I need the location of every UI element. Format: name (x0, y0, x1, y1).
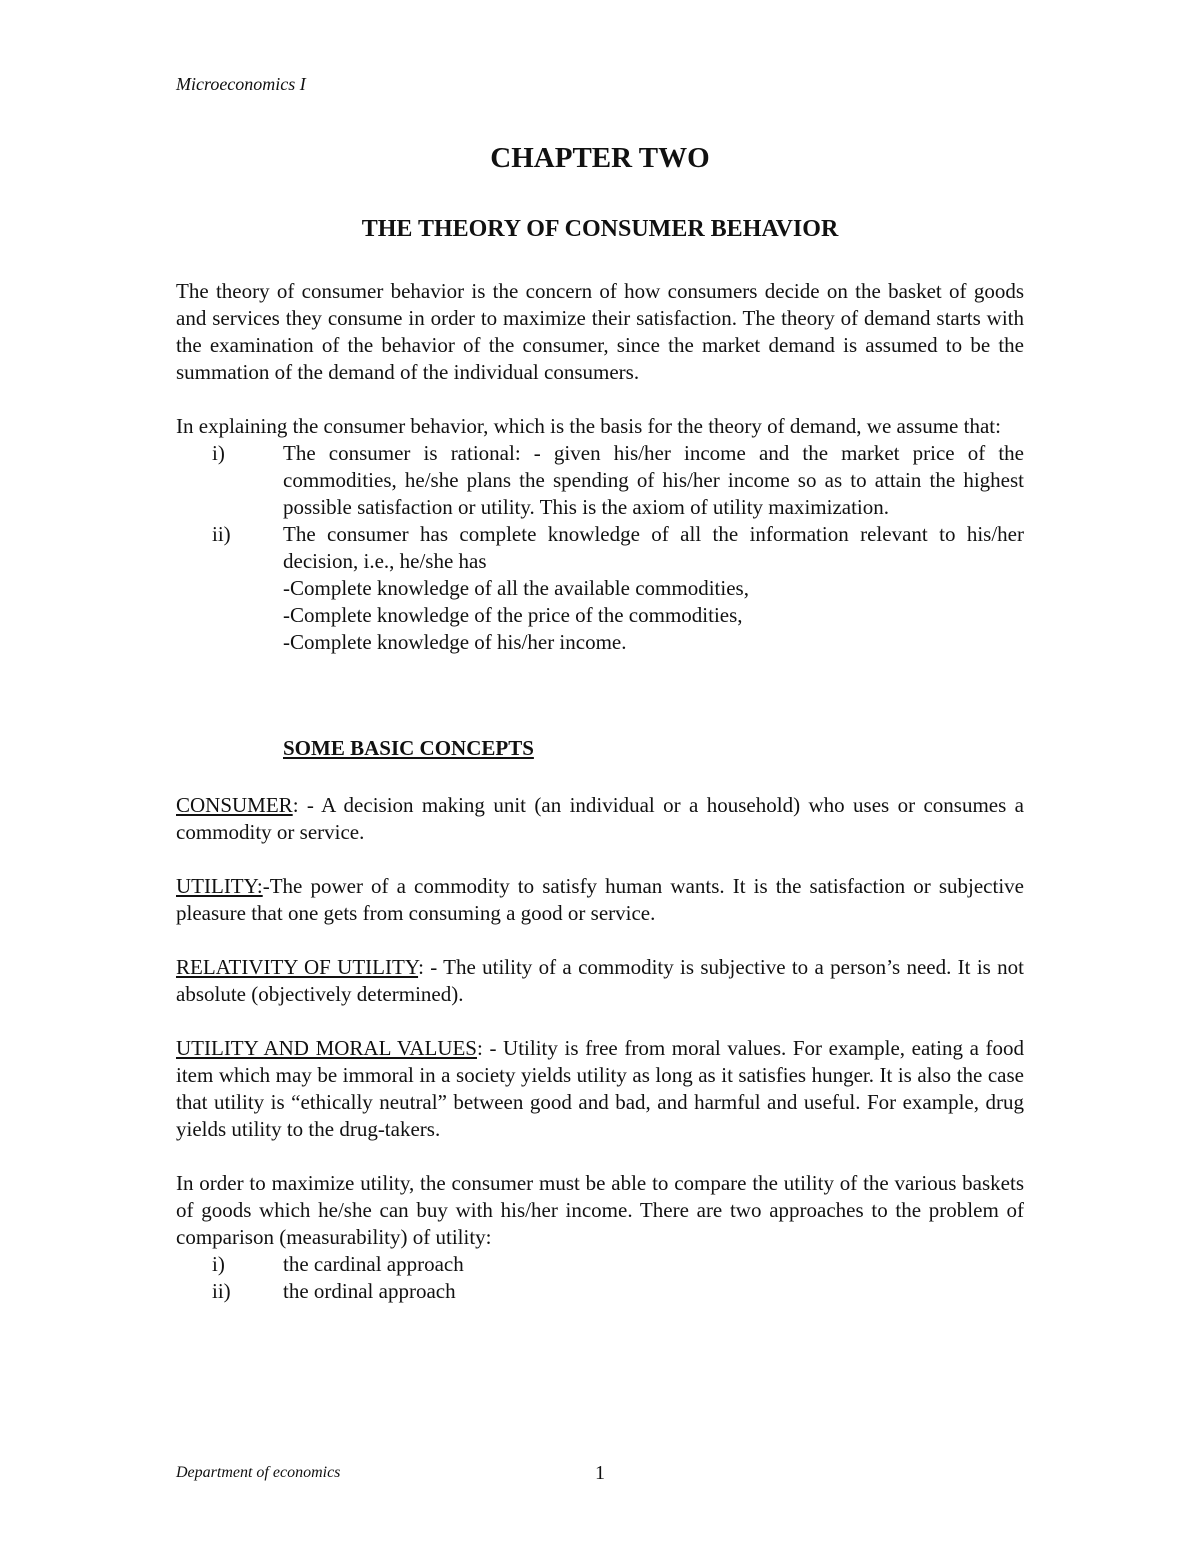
definition-term: RELATIVITY OF UTILITY (176, 955, 419, 979)
approaches-list (176, 1251, 1024, 1305)
knowledge-line: -Complete knowledge of the price of the commodities, (283, 603, 743, 627)
definition-term: UTILITY AND MORAL VALUES (176, 1036, 477, 1060)
definition-text: -The power of a commodity to satisfy human wants. It is the satisfaction or subjective pleasure that one gets from consuming a good or service. (176, 874, 1024, 925)
page-number: 1 (595, 1462, 605, 1484)
list-item (176, 1278, 1024, 1305)
comparison-section (176, 1170, 1024, 1305)
section-heading: SOME BASIC CONCEPTS (283, 736, 534, 760)
knowledge-line: -Complete knowledge of his/her income. (283, 630, 627, 654)
definition-consumer (176, 792, 1024, 846)
chapter-title: CHAPTER TWO (490, 142, 710, 174)
list-item (176, 440, 1024, 521)
definition-term: CONSUMER (176, 793, 293, 817)
definition-utility (176, 873, 1024, 927)
assumptions-lead: In explaining the consumer behavior, which is the basis for the theory of demand, we assume that: (176, 414, 1001, 438)
assumptions-section (176, 413, 1024, 656)
intro-paragraph: The theory of consumer behavior is the concern of how consumers decide on the basket of goods and services they consume in order to maximize their satisfaction. The theory of demand starts with the examination of the behavior of the consumer, since the market demand is assumed to be the summation of the demand of the individual consumers. (176, 279, 1024, 384)
assumptions-list (176, 440, 1024, 656)
footer-department: Department of economics (176, 1464, 341, 1481)
definition-text: : - A decision making unit (an individual or a household) who uses or consumes a commodity or service. (176, 793, 1024, 844)
list-item (176, 1251, 1024, 1278)
list-item-text: the ordinal approach (283, 1279, 456, 1303)
definition-relativity (176, 954, 1024, 1008)
list-item-text: The consumer has complete knowledge of all the information relevant to his/her decision, i.e., he/she has (283, 522, 1024, 573)
list-item-text: the cardinal approach (283, 1252, 464, 1276)
definition-text: : - The utility of a commodity is subjective to a person’s need. It is not absolute (objectively determined). (176, 955, 1024, 1006)
list-marker: i) (212, 441, 225, 465)
definition-moral-values (176, 1035, 1024, 1143)
list-marker: ii) (212, 1279, 231, 1303)
list-item (176, 521, 1024, 656)
list-marker: i) (212, 1252, 225, 1276)
definition-text: : - Utility is free from moral values. For example, eating a food item which may be immoral in a society yields utility as long as it satisfies hunger. It is also the case that utility is “ethically neutral” between good and bad, and harmful and useful. For example, drug yields utility to the drug-takers. (176, 1036, 1024, 1141)
chapter-subtitle: THE THEORY OF CONSUMER BEHAVIOR (361, 216, 839, 242)
knowledge-line: -Complete knowledge of all the available commodities, (283, 576, 749, 600)
list-marker: ii) (212, 522, 231, 546)
comparison-lead: In order to maximize utility, the consumer must be able to compare the utility of the various baskets of goods which he/she can buy with his/her income. There are two approaches to the problem of comparison (measurability) of utility: (176, 1171, 1024, 1249)
running-header: Microeconomics I (176, 74, 306, 94)
list-item-text: The consumer is rational: - given his/her income and the market price of the commodities, he/she plans the spending of his/her income so as to attain the highest possible satisfaction or utility. This is the axiom of utility maximization. (283, 441, 1024, 519)
definition-term: UTILITY: (176, 874, 263, 898)
